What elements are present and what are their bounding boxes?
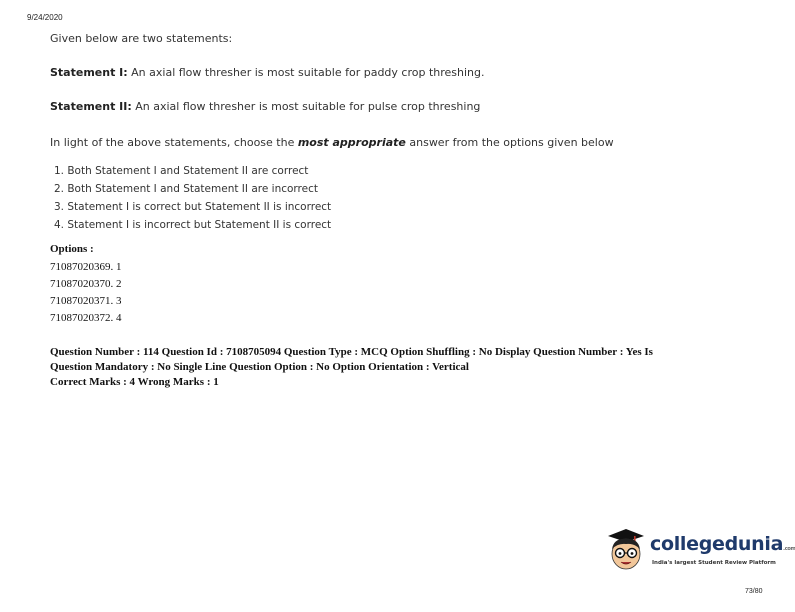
option-id-row: 71087020371. 3 xyxy=(50,295,122,307)
metadata-line: Correct Marks : 4 Wrong Marks : 1 xyxy=(50,376,219,388)
option-id-row: 71087020370. 2 xyxy=(50,278,122,290)
statement-1 xyxy=(50,66,690,79)
instruction-emphasis: most appropriate xyxy=(297,136,406,149)
brand-wordmark: collegedunia xyxy=(650,533,784,555)
metadata-line: Question Number : 114 Question Id : 7108705094 Question Type : MCQ Option Shuffling : No Display Question Number : Yes Is xyxy=(50,346,653,358)
page-number: 73/80 xyxy=(745,588,763,595)
choice-list xyxy=(50,162,690,234)
instruction-after: answer from the options given below xyxy=(405,136,614,149)
statement-1-label: Statement I: xyxy=(50,66,128,79)
statement-2-text: An axial flow thresher is most suitable for pulse crop threshing xyxy=(131,100,481,113)
instruction-before: In light of the above statements, choose the xyxy=(50,136,298,149)
question-intro: Given below are two statements: xyxy=(50,32,233,45)
choice-item: 3. Statement I is correct but Statement II is incorrect xyxy=(54,201,332,213)
collegedunia-logo xyxy=(604,527,795,577)
choice-item: 2. Both Statement I and Statement II are incorrect xyxy=(54,183,318,195)
mascot-icon xyxy=(604,527,648,577)
options-block xyxy=(50,242,122,327)
options-heading: Options : xyxy=(50,243,94,255)
brand-suffix: .com xyxy=(783,546,795,552)
choice-item: 1. Both Statement I and Statement II are correct xyxy=(54,165,309,177)
metadata-line: Question Mandatory : No Single Line Question Option : No Option Orientation : Vertical xyxy=(50,361,469,373)
brand-tagline: India's largest Student Review Platform xyxy=(652,560,776,566)
print-date: 9/24/2020 xyxy=(27,13,63,22)
option-id-row: 71087020369. 1 xyxy=(50,261,122,273)
option-id-row: 71087020372. 4 xyxy=(50,312,122,324)
brand-name xyxy=(650,533,795,555)
statement-2 xyxy=(50,100,690,113)
question-metadata xyxy=(50,345,750,390)
question-instruction xyxy=(50,134,690,152)
statement-2-label: Statement II: xyxy=(50,100,132,113)
choice-item: 4. Statement I is incorrect but Statement II is correct xyxy=(54,219,332,231)
statement-1-text: An axial flow thresher is most suitable for paddy crop threshing. xyxy=(127,66,485,79)
question-body xyxy=(50,32,690,234)
